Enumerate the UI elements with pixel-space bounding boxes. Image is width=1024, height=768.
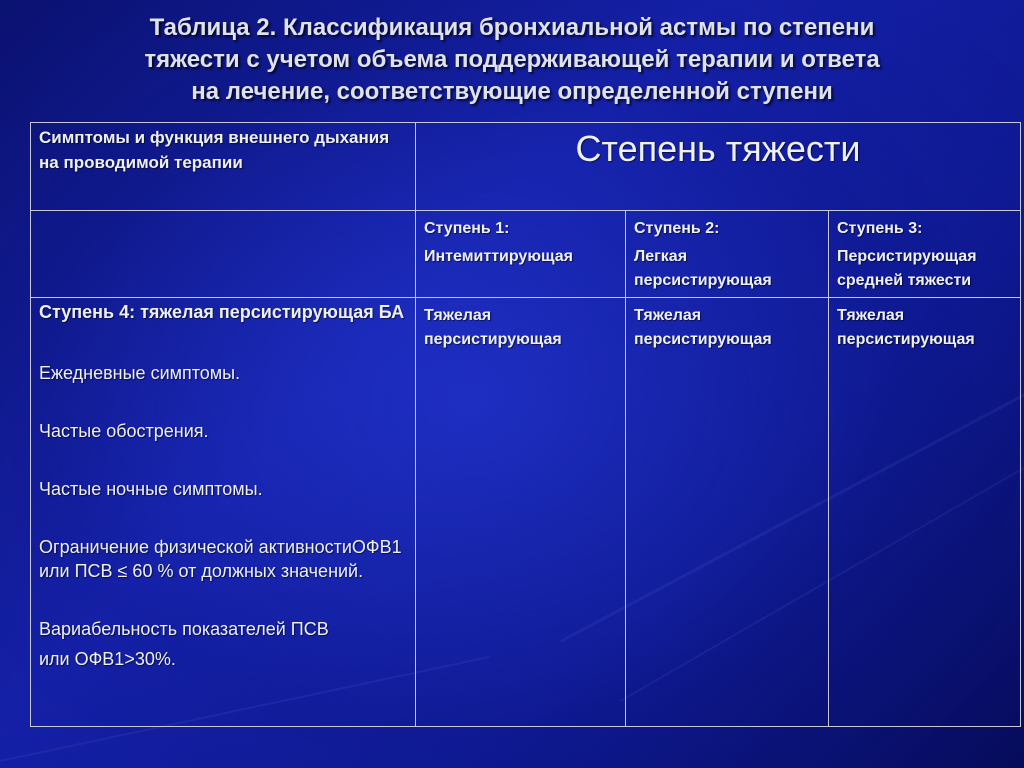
- symptom-text: Ежедневные симптомы.: [39, 363, 241, 383]
- table-header-row: [31, 123, 1021, 211]
- stage-number: Ступень 2:: [634, 220, 720, 237]
- symptom-text: Вариабельность показателей ПСВ: [39, 619, 329, 639]
- header-symptoms-cell: Симптомы и функция внешнего дыхания на проводимой терапии: [31, 123, 416, 211]
- severity-cell-2: Тяжелая персистирующая: [626, 298, 829, 727]
- header-severity-cell: Степень тяжести: [416, 123, 1021, 211]
- title-line: тяжести с учетом объема поддерживающей терапии и ответа: [144, 46, 880, 73]
- stage-cell-1: [416, 211, 626, 298]
- stage-name: Интемиттирующая: [424, 248, 573, 265]
- severity-cell-3: Тяжелая персистирующая: [829, 298, 1021, 727]
- table-row: [31, 298, 1021, 727]
- symptom-text: или ОФВ1>30%.: [39, 649, 176, 669]
- symptom-text: Частые ночные симптомы.: [39, 479, 263, 499]
- classification-table: [30, 122, 1021, 727]
- symptom-text: Частые обострения.: [39, 421, 209, 441]
- row-title: Ступень 4: тяжелая персистирующая БА: [39, 302, 405, 322]
- title-line: на лечение, соответствующие определенной ступени: [191, 78, 833, 105]
- symptom-text: Ограничение физической активностиОФВ1 или ПСВ ≤ 60 % от должных значений.: [39, 537, 402, 581]
- stage-name: Легкая персистирующая: [634, 248, 772, 289]
- title-line: Таблица 2. Классификация бронхиальной астмы по степени: [149, 14, 875, 41]
- slide-title: [60, 12, 964, 108]
- symptoms-cell: [31, 298, 416, 727]
- empty-cell: [31, 211, 416, 298]
- stage-name: Персистирующая средней тяжести: [837, 248, 977, 289]
- stage-cell-3: [829, 211, 1021, 298]
- table-stage-row: [31, 211, 1021, 298]
- severity-cell-1: Тяжелая персистирующая: [416, 298, 626, 727]
- stage-cell-2: [626, 211, 829, 298]
- stage-number: Ступень 1:: [424, 220, 510, 237]
- stage-number: Ступень 3:: [837, 220, 923, 237]
